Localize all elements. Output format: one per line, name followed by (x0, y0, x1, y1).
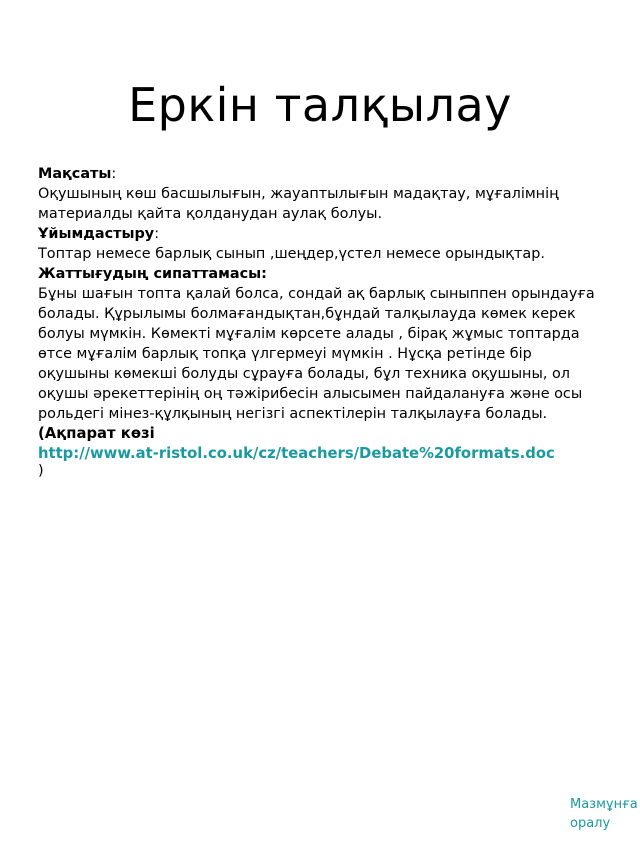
organization-heading (38, 224, 598, 244)
source-block (38, 424, 598, 478)
source-link[interactable]: http://www.at-ristol.co.uk/cz/teachers/Debate%20formats.doc (38, 445, 555, 462)
description-text: Бұны шағын топта қалай болса, сондай ақ барлық сыныппен орындауға болады. Құрылымы болмағандықтан,бұндай талқылауда көмек керек болуы мүмкін. Көмекті мұғалім көрсете алады , бірақ жұмыс топтарда өтсе мұғалім барлық топқа үлгермеуі мүмкін . Нұсқа ретінде бір оқушыны көмекші болуды сұрауға болады, бұл техника оқушыны, ол оқушы әрекеттерінің оң тәжірибесін алысымен пайдалануға және осы рольдегі мінез-құлқының негізгі аспектілерін талқылауға болады. (38, 286, 595, 422)
back-to-contents-link[interactable]: Мазмұнға оралу (570, 797, 638, 831)
organization-label: Ұйымдастыру (38, 226, 155, 242)
organization-colon: : (154, 226, 160, 242)
goal-text: Оқушының көш басшылығын, жауаптылығын мадақтау, мұғалімнің материалды қайта қолданудан аулақ болуы. (38, 186, 559, 222)
description-heading: Жаттығудың сипаттамасы: (38, 266, 267, 282)
source-label: (Ақпарат көзі (38, 425, 155, 442)
goal-heading (38, 164, 598, 184)
slide-content (38, 164, 598, 478)
source-closing-paren: ) (38, 463, 44, 479)
goal-colon: : (111, 166, 117, 182)
goal-label: Мақсаты (38, 166, 112, 182)
organization-text: Топтар немесе барлық сынып ,шеңдер,үстел немесе орындықтар. (38, 246, 545, 262)
slide-title: Еркін талқылау (128, 78, 512, 132)
